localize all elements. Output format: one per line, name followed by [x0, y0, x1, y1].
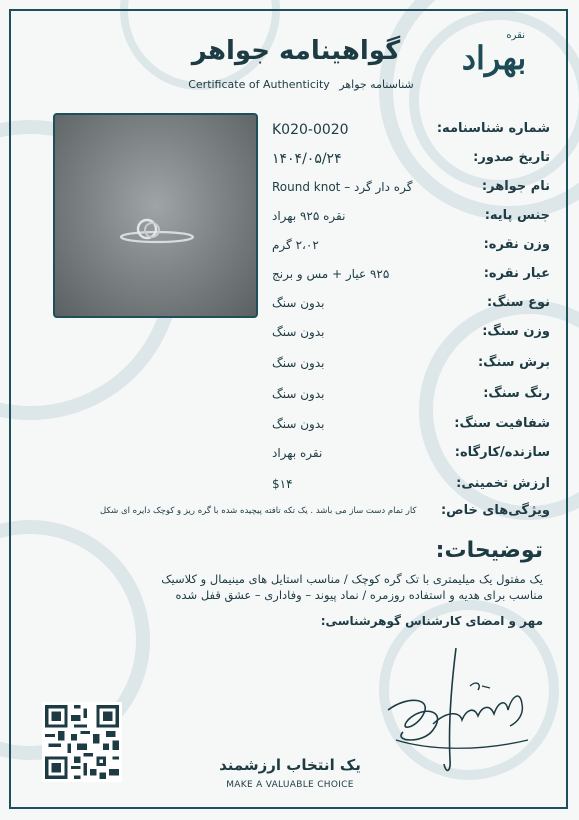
signature-icon [378, 640, 538, 780]
special-features-value: کار تمام دست ساز می باشد . یک تکه تافته پیچیده شده با گره ریز و کوچک دایره ای شکل [100, 506, 417, 516]
field-value: گره دار گرد – Round knot [272, 180, 413, 194]
field-label: نوع سنگ: [486, 295, 550, 310]
field-row [270, 416, 550, 440]
field-row [270, 355, 550, 379]
description-line: مناسب برای هدیه و استفاده روزمره / نماد پیوند – وفاداری – عشق قفل شده [175, 588, 543, 602]
field-label: رنگ سنگ: [483, 386, 550, 401]
brand-name: بهراد [461, 39, 527, 77]
field-row [270, 179, 550, 203]
field-label: شماره شناسنامه: [436, 121, 550, 136]
field-row [270, 208, 550, 232]
subtitle-fa: شناسنامه جواهر [339, 78, 414, 91]
field-label: ارزش تخمینی: [456, 476, 550, 491]
description-title: توضیحات: [435, 538, 543, 563]
field-row [270, 266, 550, 290]
field-row [270, 121, 550, 145]
brand-small-label: نقره [506, 30, 525, 41]
field-label: سازنده/کارگاه: [454, 445, 550, 460]
brand-logo [449, 30, 539, 75]
field-value: ۱۴۰۴/۰۵/۲۴ [272, 151, 342, 167]
field-label: وزن سنگ: [482, 324, 550, 339]
field-value: ۹۲۵ عیار + مس و برنج [272, 267, 390, 281]
field-value: K020-0020 [272, 122, 349, 138]
field-label: وزن نقره: [483, 237, 550, 252]
field-value: بدون سنگ [272, 387, 325, 401]
field-row [270, 324, 550, 348]
field-row [270, 386, 550, 410]
certificate-title: گواهینامه جواهر [191, 36, 401, 66]
footer-slogan-en: MAKE A VALUABLE CHOICE [226, 780, 354, 790]
field-value: بدون سنگ [272, 296, 325, 310]
field-row [270, 150, 550, 174]
description-line: یک مفتول یک میلیمتری با تک گره کوچک / مناسب استایل های مینیمال و کلاسیک [161, 572, 543, 586]
field-value: نقره بهراد [272, 446, 323, 460]
field-label: نام جواهر: [481, 179, 550, 194]
field-label: تاریخ صدور: [473, 150, 550, 165]
field-label: برش سنگ: [477, 355, 550, 370]
qr-code-icon [42, 702, 122, 782]
field-value: بدون سنگ [272, 417, 325, 431]
ring-image [117, 215, 197, 245]
footer-slogan-fa: یک انتخاب ارزشمند [219, 756, 361, 774]
field-label: شفافیت سنگ: [454, 416, 550, 431]
field-label: عیار نقره: [483, 266, 550, 281]
field-value: نقره ۹۲۵ بهراد [272, 209, 346, 223]
seal-signature-label: مهر و امضای کارشناس گوهرشناسی: [320, 614, 543, 628]
special-features-label: ویژگی‌های خاص: [440, 503, 550, 518]
field-label: جنس پایه: [484, 208, 550, 223]
field-row [270, 445, 550, 469]
field-value: بدون سنگ [272, 356, 325, 370]
field-value: ۲،۰۲ گرم [272, 238, 319, 252]
field-row [270, 295, 550, 319]
field-row [270, 476, 550, 500]
jewel-photo [53, 113, 258, 318]
field-value: $۱۴ [272, 477, 293, 491]
field-value: بدون سنگ [272, 325, 325, 339]
subtitle-en: Certificate of Authenticity [188, 78, 330, 91]
certificate-subtitle [176, 78, 426, 91]
special-features-row [100, 503, 550, 525]
field-row [270, 237, 550, 261]
